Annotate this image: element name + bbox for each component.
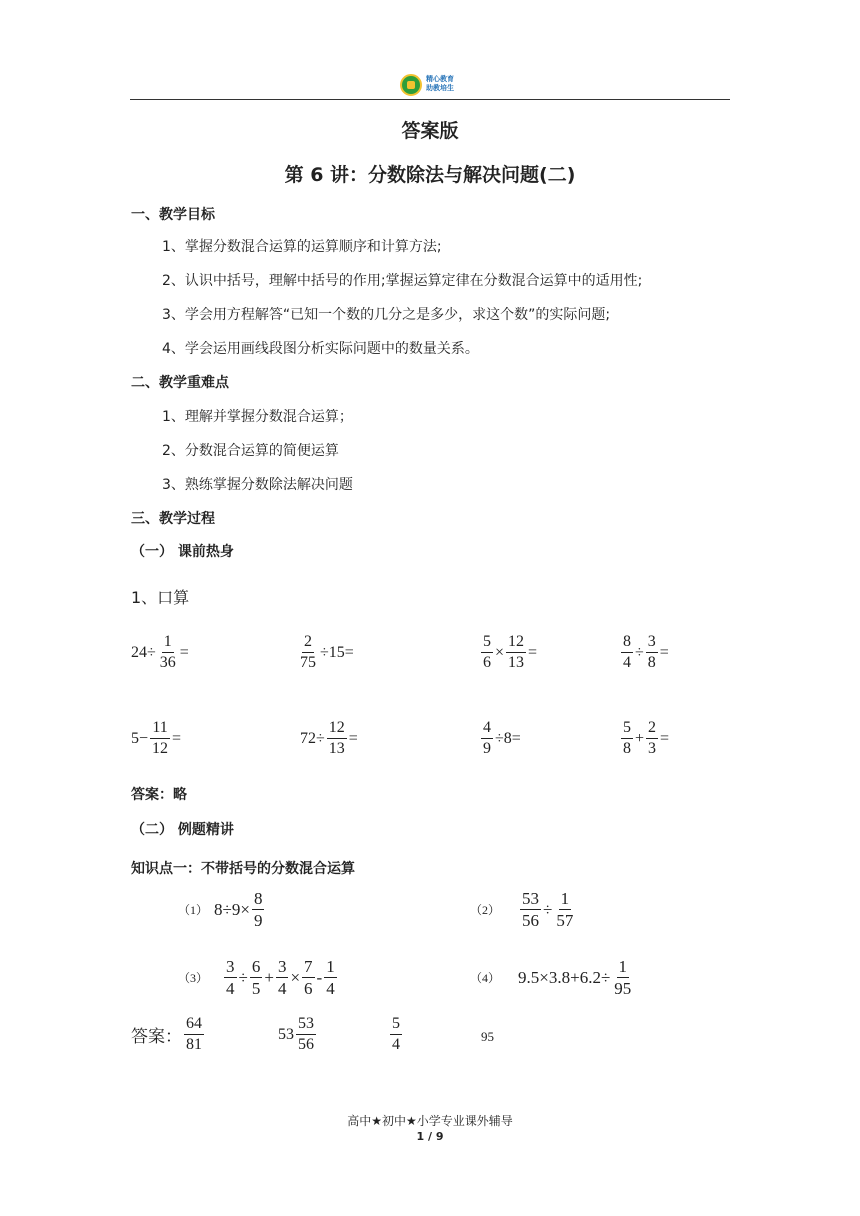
fraction [621,720,633,757]
part1-heading: （一） 课前热身 [131,544,234,560]
denominator: 12 [152,740,169,757]
expr-operator: ÷ [635,643,644,661]
denominator: 4 [392,1036,400,1053]
example-3 [178,958,339,997]
fraction [646,720,658,757]
fraction [646,634,658,671]
expr-operator: - [316,967,323,987]
goal-item-4: 4、学会运用画线段图分析实际问题中的数量关系。 [162,341,479,357]
denominator: 5 [251,979,261,998]
numerator: 7 [304,957,313,976]
part2-heading: （二） 例题精讲 [131,822,234,838]
denominator: 3 [648,740,657,757]
answer-1 [184,1016,204,1053]
section1-heading: 一、教学目标 [131,207,215,223]
numerator: 2 [646,720,658,739]
numerator: 4 [481,720,493,739]
logo-badge-icon [400,74,422,96]
denominator: 13 [508,654,525,671]
fraction [612,958,633,997]
goal-item-1: 1、掌握分数混合运算的运算顺序和计算方法; [162,239,442,255]
fraction [250,958,263,997]
expr-number: 3.8 [548,967,571,987]
equals-sign: = [660,729,670,747]
numerator: 1 [162,634,174,653]
expr-operator: − [139,729,149,747]
header-divider [130,99,730,100]
numerator: 6 [251,957,261,976]
expr-operator: × [539,967,549,987]
equals-sign: = [659,643,669,661]
numerator: 53 [296,1016,316,1035]
numerator: 2 [302,634,314,653]
expr-operator: + [264,967,274,987]
fraction [150,720,170,757]
expr-operator: + [635,729,645,747]
equals-sign: = [528,643,538,661]
oral-expr-7 [479,720,521,757]
denominator: 95 [614,979,632,998]
denominator: 8 [647,654,656,671]
numerator: 12 [506,634,526,653]
answer-4: 95 [481,1029,494,1044]
section2-heading: 二、教学重难点 [131,375,229,391]
denominator: 6 [483,654,491,671]
denominator: 57 [556,911,574,930]
answer-3 [388,1016,404,1053]
expr-operator: + [570,967,580,987]
oral-expr-5 [131,720,181,757]
denominator: 56 [522,911,540,930]
oral-expr-8 [619,720,669,757]
expr-operator: ÷ [600,967,611,987]
numerator: 12 [327,720,347,739]
oral-expr-6 [300,720,358,757]
equals-sign: = [179,643,189,661]
denominator: 13 [328,740,345,757]
denominator: 8 [623,740,631,757]
answers-row [131,1016,206,1053]
example-label: （2） [470,903,501,917]
fraction [390,1016,402,1053]
numerator: 8 [253,889,263,908]
goal-item-3: 3、学会用方程解答“已知一个数的几分之是多少，求这个数”的实际问题; [162,307,611,323]
fraction [296,1016,316,1053]
answer-2 [278,1016,318,1053]
example-4 [470,958,635,997]
denominator: 56 [298,1036,314,1053]
denominator: 4 [277,979,287,998]
example-1 [178,890,266,929]
key-item-3: 3、熟练掌握分数除法解决问题 [162,477,353,493]
equals-sign: = [172,729,182,747]
expr-number: 9.5 [518,967,540,987]
oral-expr-3 [479,634,537,671]
example-label: （1） [178,903,209,917]
numerator: 8 [621,634,633,653]
key-item-1: 1、理解并掌握分数混合运算； [162,409,353,425]
expr-number: 9 [231,899,241,919]
fraction [252,890,265,929]
oral-expr-2 [296,634,354,671]
fraction [554,890,575,929]
expr-operator: × [495,643,505,661]
fraction [481,634,493,671]
fraction [324,958,337,997]
expr-number: 8 [214,899,223,919]
numerator: 3 [646,634,658,653]
answers-label: 答案： [131,1027,182,1047]
denominator: 81 [186,1036,202,1053]
expr-operator: ÷ [238,967,248,987]
expr-operator: × [240,899,250,919]
fraction [481,720,493,757]
page-title: 答案版 [401,120,459,142]
expr-number: 6.2 [579,967,601,987]
denominator: 36 [159,654,176,671]
expr-operator: × [290,967,301,987]
numerator: 3 [226,957,235,976]
numerator: 53 [522,889,540,908]
expr-number: 24 [131,643,147,661]
numerator: 1 [326,957,335,976]
oral-expr-1 [131,634,189,671]
fraction [327,720,347,757]
fraction [158,634,178,671]
fraction [224,958,237,997]
fraction [302,958,315,997]
expr-number: 72 [300,729,316,747]
equals-sign: = [344,643,354,661]
expr-operator: ÷ [543,899,553,919]
denominator: 4 [226,979,235,998]
numerator: 1 [560,889,570,908]
lesson-title: 第 6 讲：分数除法与解决问题(二) [284,164,576,186]
equals-sign: = [511,729,521,747]
fraction [298,634,318,671]
mixed-whole: 53 [278,1025,294,1043]
oral-expr-4 [619,634,669,671]
fraction [506,634,526,671]
example-2 [470,890,577,929]
expr-operator: ÷ [316,729,325,747]
denominator: 4 [326,979,335,998]
answer-oral: 答案：略 [131,787,187,803]
denominator: 9 [483,740,491,757]
page-number: 1 / 9 [416,1130,444,1143]
denominator: 9 [253,911,263,930]
denominator: 4 [623,654,631,671]
logo-text-line1: 精心教育 [426,75,454,83]
knowledge-point-1: 知识点一：不带括号的分数混合运算 [131,861,355,877]
expr-operator: ÷ [222,899,232,919]
key-item-2: 2、分数混合运算的简便运算 [162,443,339,459]
example-label: （4） [470,971,501,985]
logo [400,72,470,100]
numerator: 5 [621,720,633,739]
expr-operator: ÷ [495,729,504,747]
numerator: 5 [481,634,493,653]
expr-operator: ÷ [320,643,329,661]
denominator: 6 [304,979,313,998]
equals-sign: = [348,729,358,747]
example-label: （3） [178,971,209,985]
expr-number: 15 [328,643,345,661]
fraction [621,634,633,671]
fraction [276,958,289,997]
expr-operator: ÷ [147,643,156,661]
fraction [520,890,541,929]
numerator: 1 [618,957,628,976]
oral-title: 1、口算 [131,588,190,607]
section3-heading: 三、教学过程 [131,511,215,527]
goal-item-2: 2、认识中括号，理解中括号的作用;掌握运算定律在分数混合运算中的适用性; [162,273,643,289]
logo-text-line2: 助教培生 [426,84,454,92]
footer-text: 高中★初中★小学专业课外辅导 [347,1114,513,1128]
numerator: 3 [277,957,287,976]
numerator: 11 [150,720,169,739]
numerator: 64 [184,1016,204,1035]
expr-number: 5 [131,729,139,747]
denominator: 75 [300,654,316,671]
numerator: 5 [390,1016,402,1035]
expr-number: 8 [503,729,512,747]
